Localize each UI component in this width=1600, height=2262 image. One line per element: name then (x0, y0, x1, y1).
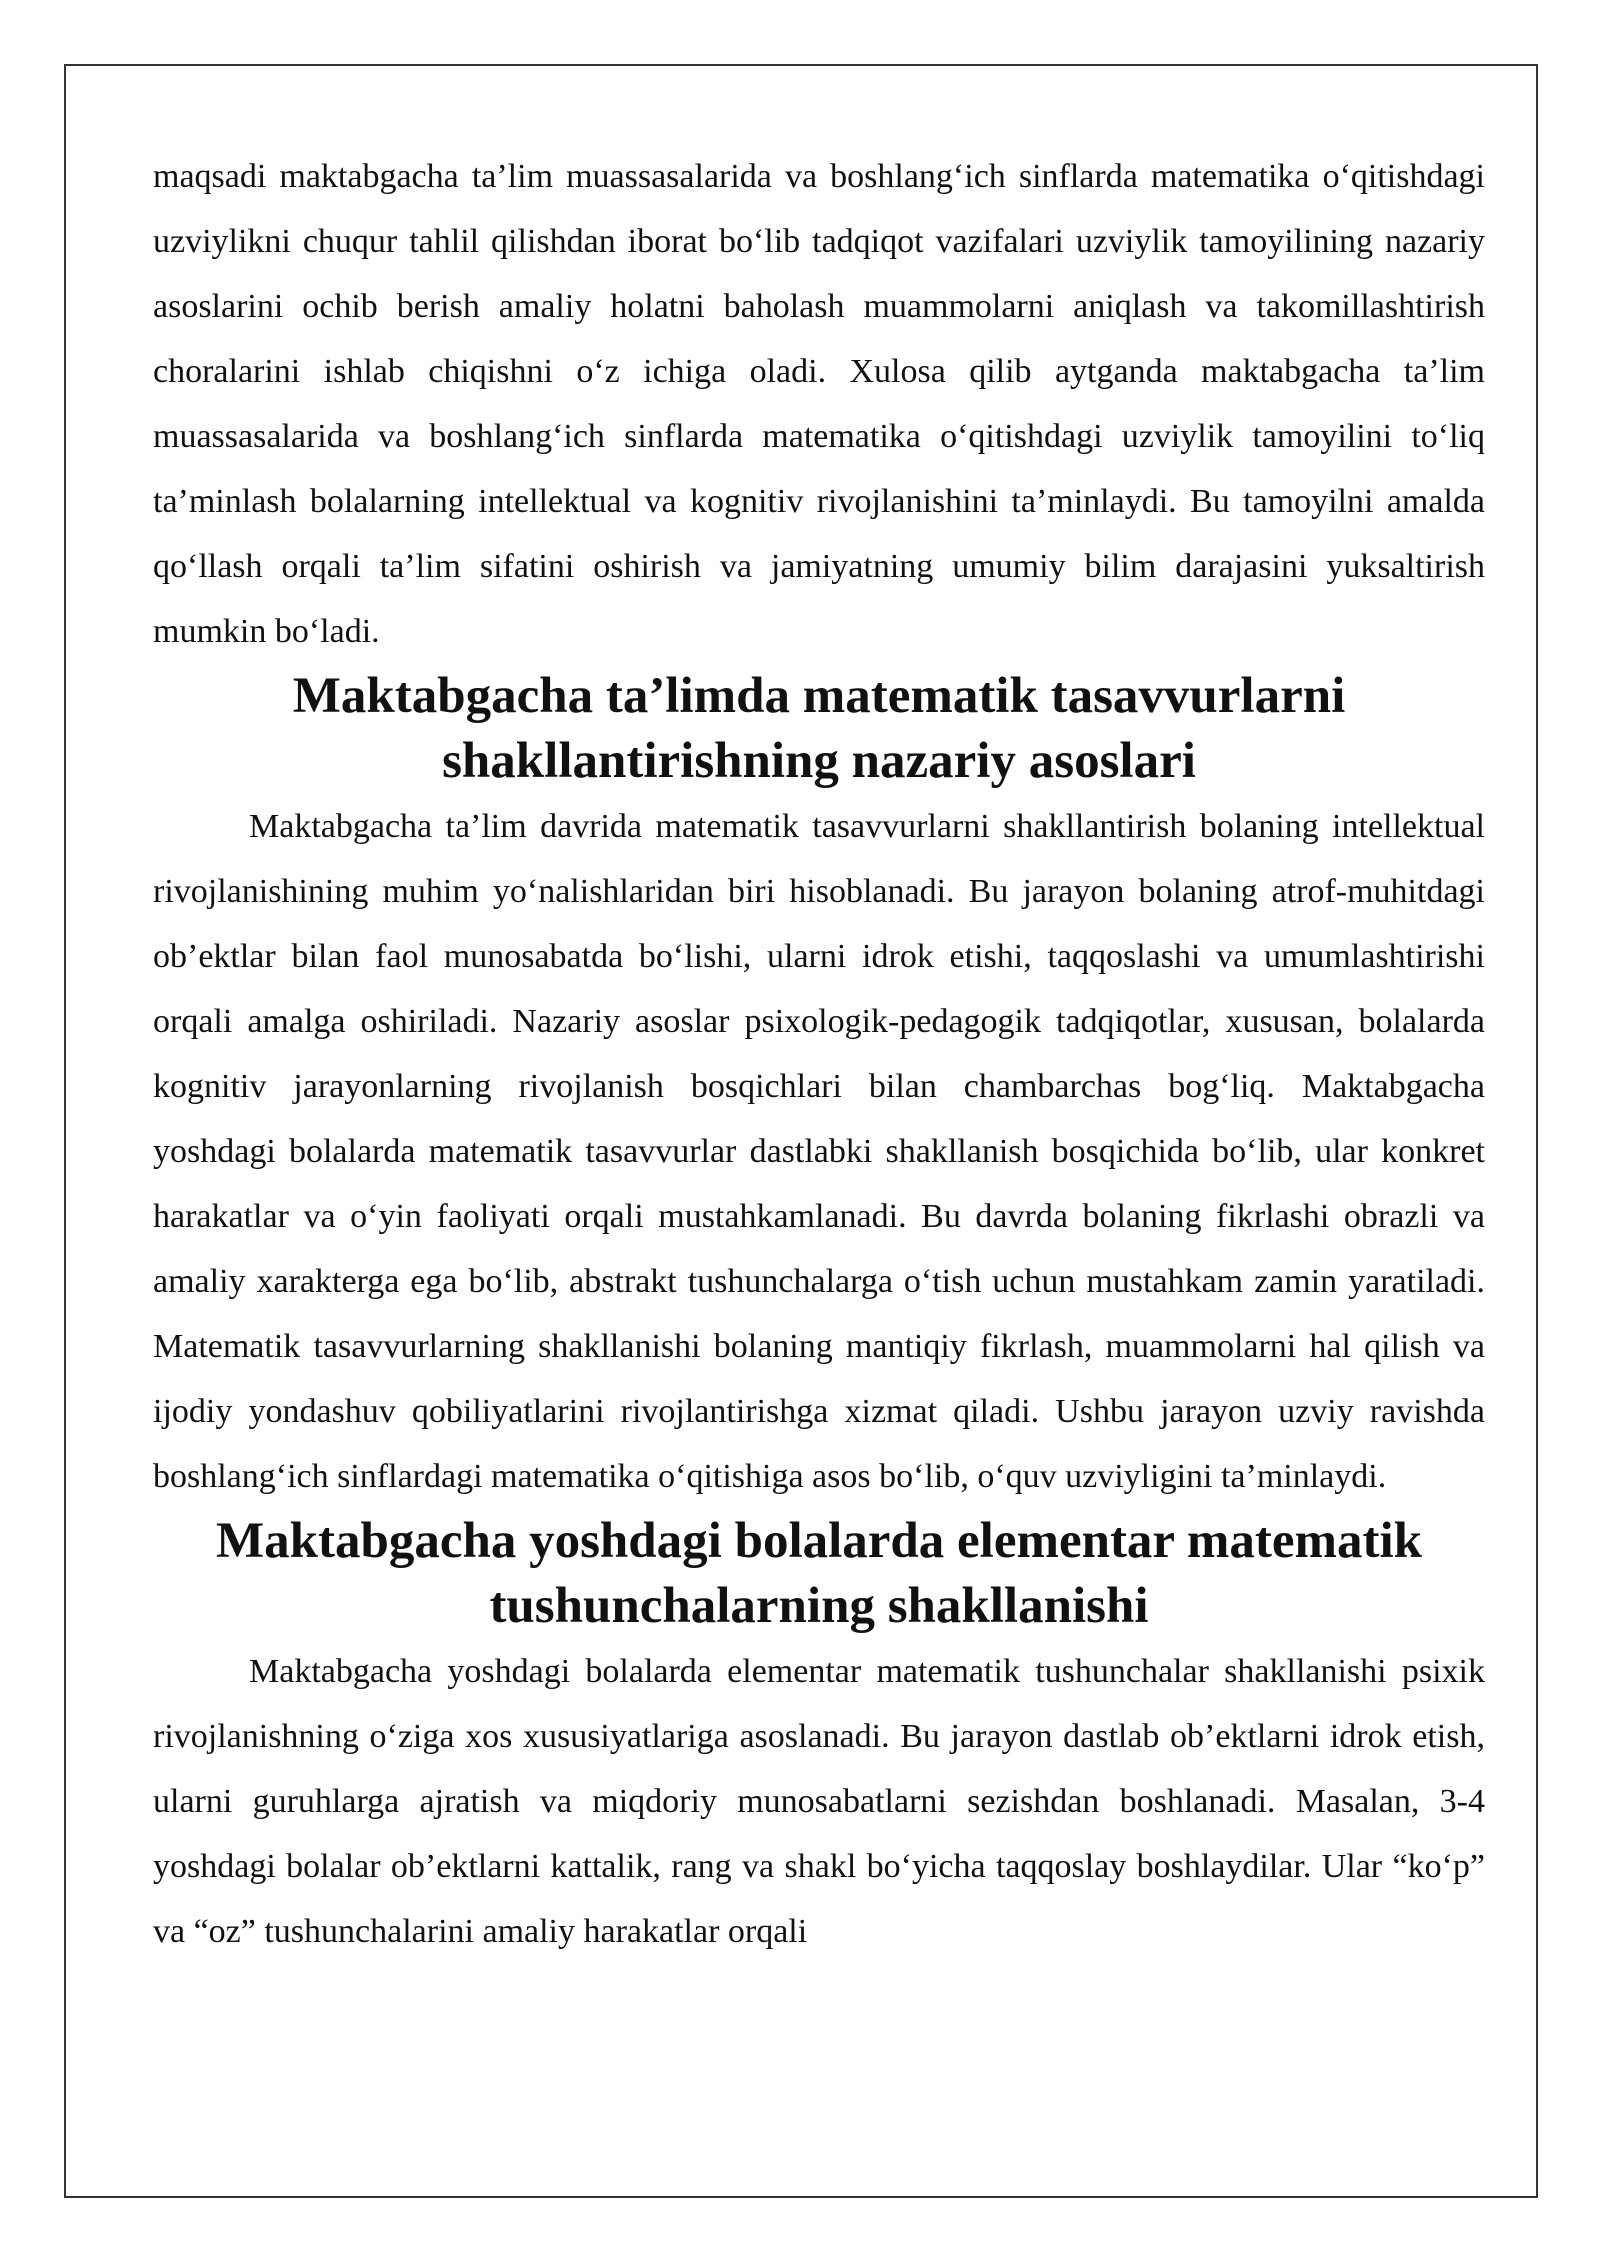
document-body (153, 144, 1485, 1964)
section-paragraph-elementary-concepts: Maktabgacha yoshdagi bolalarda elementar matematik tushunchalar shakllanishi psixik rivojlanishning o‘ziga xos xususiyatlariga asoslanadi. Bu jarayon dastlab ob’ektlarni idrok etish, ularni guruhlarga ajratish va miqdoriy munosabatlarni sezishdan boshlanadi. Masalan, 3-4 yoshdagi bolalar ob’ektlarni kattalik, rang va shakl bo‘yicha taqqoslay boshlaydilar. Ular “ko‘p” va “oz” tushunchalarini amaliy harakatlar orqali (153, 1653, 1485, 1950)
section-heading-theoretical-foundations: Maktabgacha ta’limda matematik tasavvurlarni shakllantirishning nazariy asoslari (292, 668, 1346, 789)
section-paragraph-theoretical-foundations: Maktabgacha ta’lim davrida matematik tasavvurlarni shakllantirish bolaning intellektual rivojlanishining muhim yo‘nalishlaridan biri hisoblanadi. Bu jarayon bolaning atrof-muhitdagi ob’ektlar bilan faol munosabatda bo‘lishi, ularni idrok etishi, taqqoslashi va umumlashtirishi orqali amalga oshiriladi. Nazariy asoslar psixologik-pedagogik tadqiqotlar, xususan, bolalarda kognitiv jarayonlarning rivojlanish bosqichlari bilan chambarchas bog‘liq. Maktabgacha yoshdagi bolalarda matematik tasavvurlar dastlabki shakllanish bosqichida bo‘lib, ular konkret harakatlar va o‘yin faoliyati orqali mustahkamlanadi. Bu davrda bolaning fikrlashi obrazli va amaliy xarakterga ega bo‘lib, abstrakt tushunchalarga o‘tish uchun mustahkam zamin yaratiladi. Matematik tasavvurlarning shakllanishi bolaning mantiqiy fikrlash, muammolarni hal qilish va ijodiy yondashuv qobiliyatlarini rivojlantirishga xizmat qiladi. Ushbu jarayon uzviy ravishda boshlang‘ich sinflardagi matematika o‘qitishiga asos bo‘lib, o‘quv uzviyligini ta’minlaydi. (153, 808, 1485, 1495)
section-heading-elementary-concepts: Maktabgacha yoshdagi bolalarda elementar matematik tushunchalarning shakllanishi (215, 1513, 1423, 1634)
opening-paragraph: maqsadi maktabgacha ta’lim muassasalarida va boshlang‘ich sinflarda matematika o‘qitishdagi uzviylikni chuqur tahlil qilishdan iborat bo‘lib tadqiqot vazifalari uzviylik tamoyilining nazariy asoslarini ochib berish amaliy holatni baholash muammolarni aniqlash va takomillashtirish choralarini ishlab chiqishni o‘z ichiga oladi. Xulosa qilib aytganda maktabgacha ta’lim muassasalarida va boshlang‘ich sinflarda matematika o‘qitishdagi uzviylik tamoyilini to‘liq ta’minlash bolalarning intellektual va kognitiv rivojlanishini ta’minlaydi. Bu tamoyilni amalda qo‘llash orqali ta’lim sifatini oshirish va jamiyatning umumiy bilim darajasini yuksaltirish mumkin bo‘ladi. (153, 158, 1485, 650)
